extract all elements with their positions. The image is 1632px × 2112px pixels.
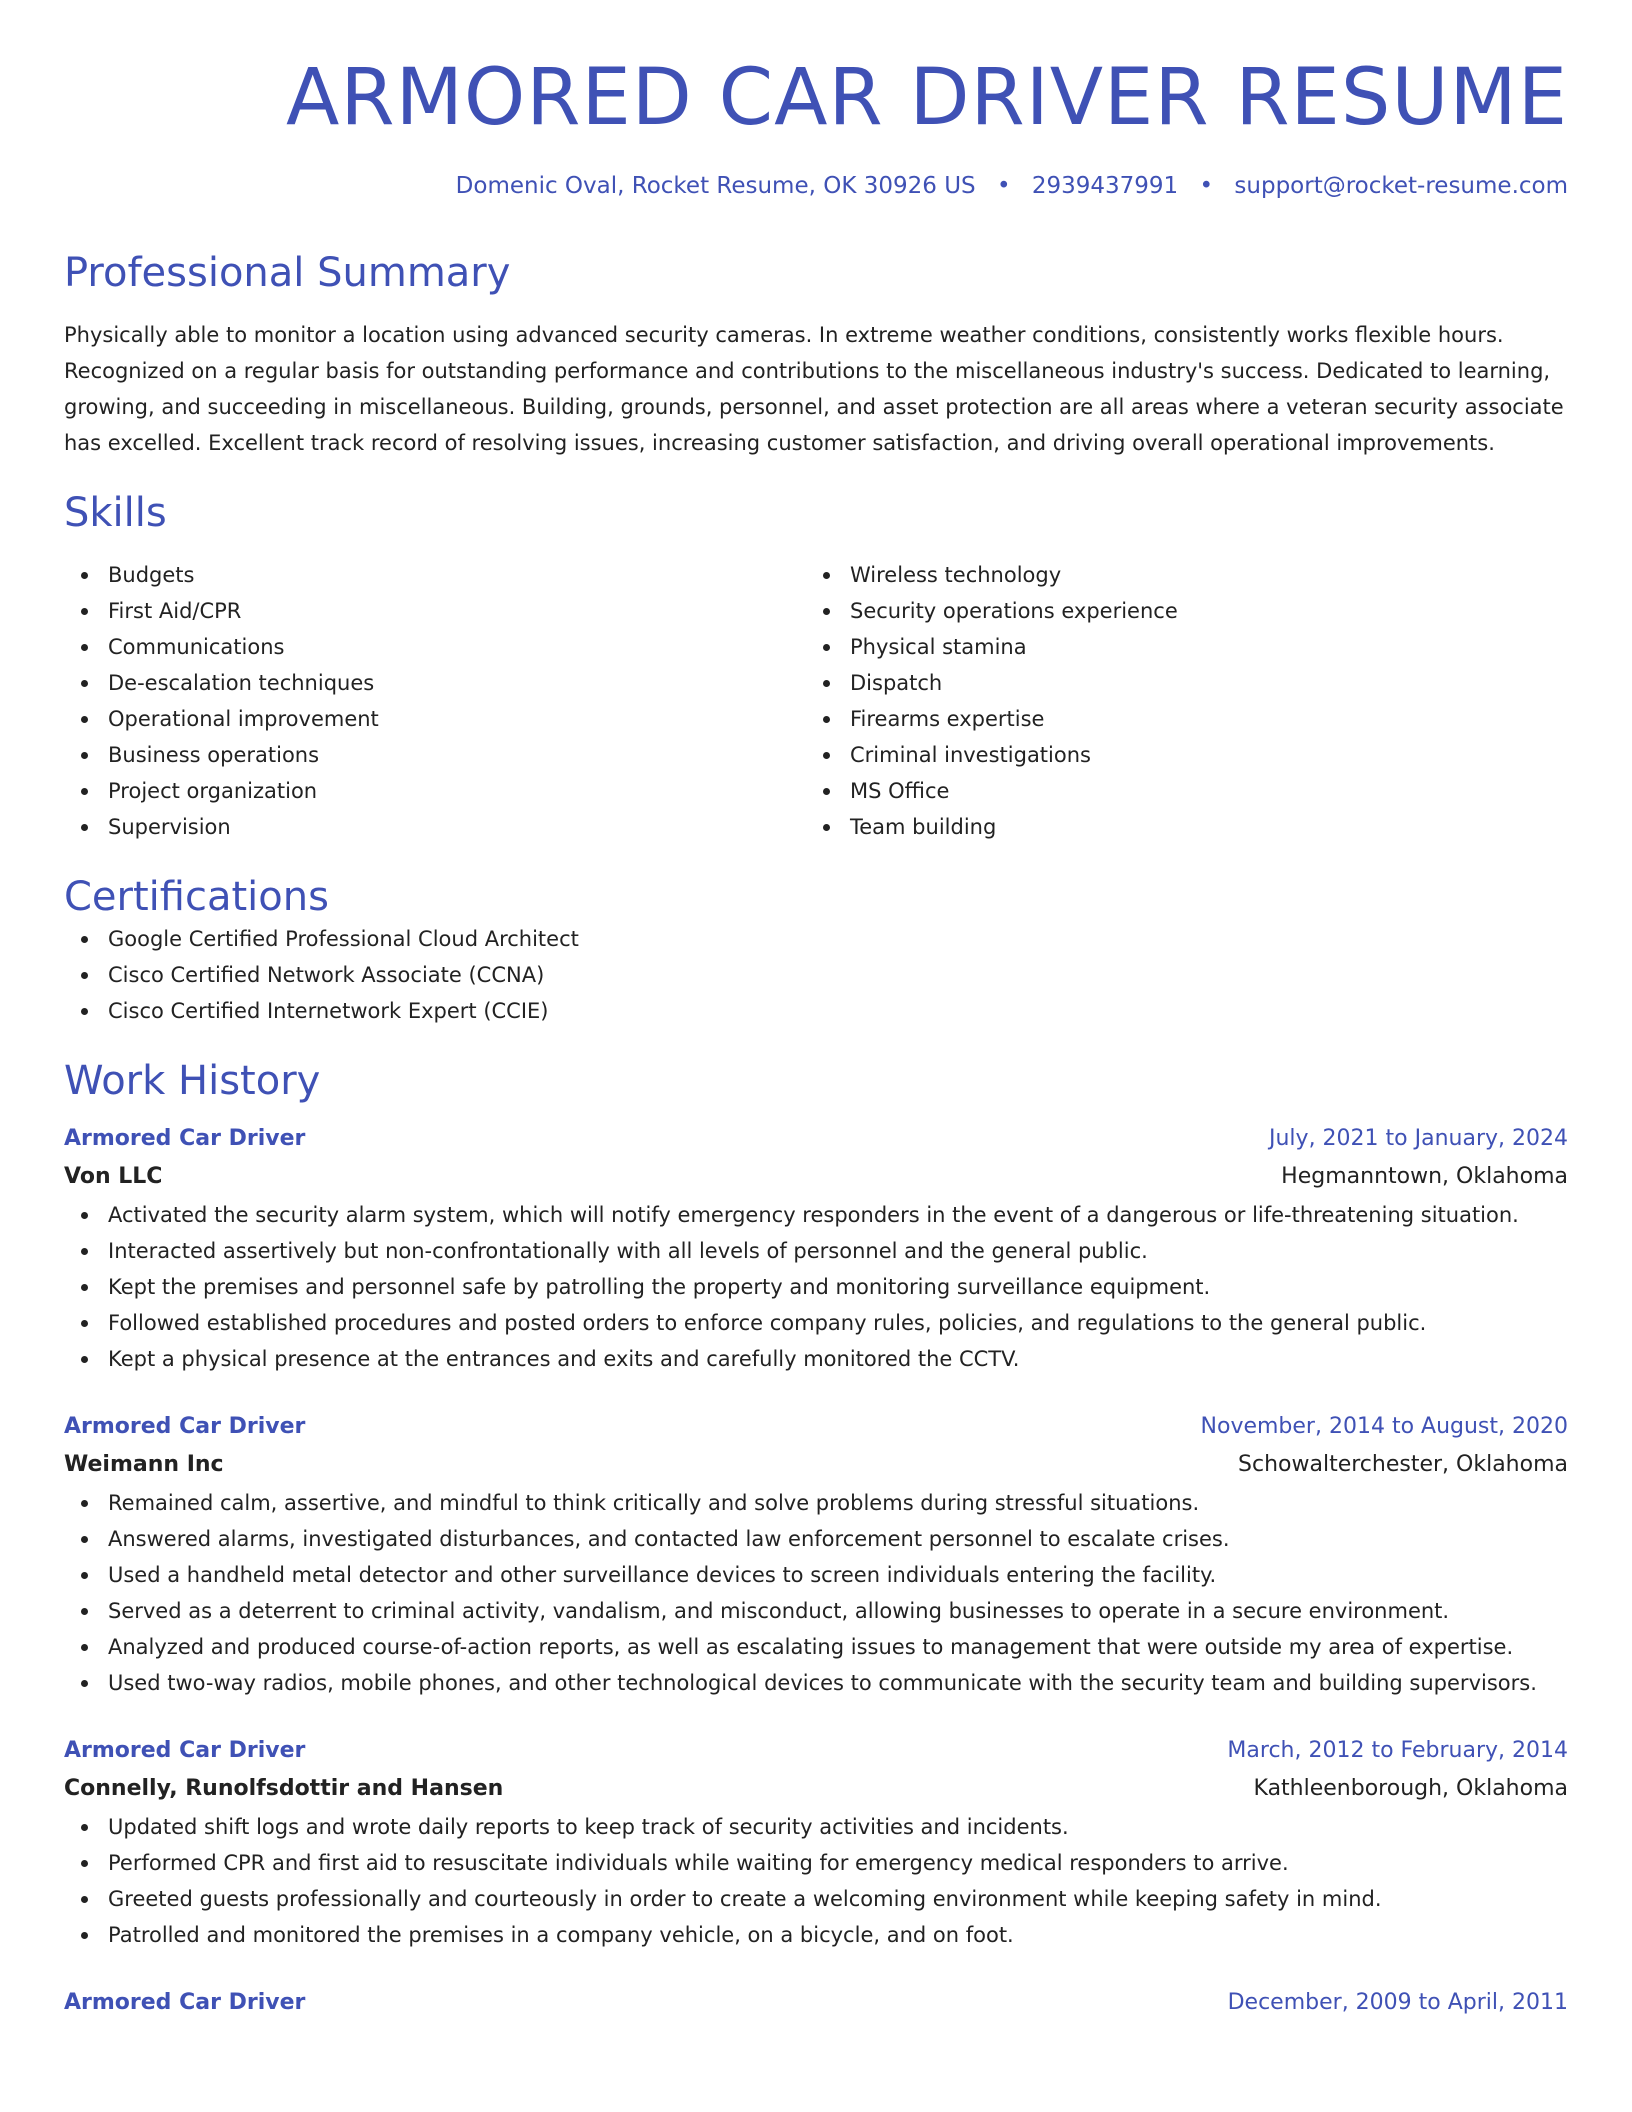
contact-separator: • xyxy=(996,172,1011,199)
job-header-row xyxy=(64,1409,1568,1445)
skill-item: Operational improvement xyxy=(108,701,806,737)
skill-item: Physical stamina xyxy=(850,629,1548,665)
skills-heading: Skills xyxy=(64,490,167,537)
job-bullet: Analyzed and produced course-of-action reports, as well as escalating issues to management that were outside my area of expertise. xyxy=(108,1629,1568,1665)
job-header-row xyxy=(64,1121,1568,1157)
skill-item: Security operations experience xyxy=(850,593,1548,629)
contact-phone: 2939437991 xyxy=(1031,172,1179,199)
job-bullet: Activated the security alarm system, which will notify emergency responders in the event of a dangerous or life-threatening situation. xyxy=(108,1197,1568,1233)
job-bullet: Used a handheld metal detector and other surveillance devices to screen individuals entering the facility. xyxy=(108,1557,1568,1593)
certification-item: Cisco Certified Internetwork Expert (CCIE) xyxy=(108,993,1568,1029)
work-history-heading: Work History xyxy=(64,1058,321,1105)
contact-line xyxy=(64,172,1568,202)
skill-item: Dispatch xyxy=(850,665,1548,701)
skill-item: Firearms expertise xyxy=(850,701,1548,737)
skill-item: Wireless technology xyxy=(850,557,1548,593)
summary-text: Physically able to monitor a location using advanced security cameras. In extreme weather conditions, consistently works flexible hours. Recognized on a regular basis for outstanding performance and contributions to the miscellaneous industry's success. Dedicated to learning, growing, and succeeding in miscellaneous. Building, grounds, personnel, and asset protection are all areas where a veteran security associate has excelled. Excellent track record of resolving issues, increasing customer satisfaction, and driving overall operational improvements. xyxy=(64,323,1564,456)
job-bullet: Remained calm, assertive, and mindful to think critically and solve problems during stressful situations. xyxy=(108,1485,1568,1521)
job-role: Armored Car Driver xyxy=(64,1738,306,1764)
job-bullet: Greeted guests professionally and courteously in order to create a welcoming environment while keeping safety in mind. xyxy=(108,1881,1568,1917)
skill-item: Team building xyxy=(850,809,1548,845)
skill-item: Budgets xyxy=(108,557,806,593)
job-location: Hegmanntown, Oklahoma xyxy=(1281,1164,1568,1190)
job-bullets xyxy=(64,1197,1568,1377)
certification-item: Google Certified Professional Cloud Architect xyxy=(108,921,1568,957)
resume-title: ARMORED CAR DRIVER RESUME xyxy=(286,53,1568,143)
skill-item: Project organization xyxy=(108,773,806,809)
job-bullet: Answered alarms, investigated disturbances, and contacted law enforcement personnel to escalate crises. xyxy=(108,1521,1568,1557)
job-company: Weimann Inc xyxy=(64,1452,224,1478)
skills-column-right xyxy=(806,557,1548,845)
skills-columns xyxy=(64,557,1568,845)
summary-heading: Professional Summary xyxy=(64,250,511,297)
certifications-list xyxy=(64,921,1568,1029)
job-company-row xyxy=(64,1157,1568,1197)
job-header-row xyxy=(64,1985,1568,2021)
job-company-row xyxy=(64,1445,1568,1485)
skill-item: Criminal investigations xyxy=(850,737,1548,773)
skills-list-right xyxy=(806,557,1548,845)
job-location: Schowalterchester, Oklahoma xyxy=(1238,1452,1568,1478)
contact-address: Domenic Oval, Rocket Resume, OK 30926 US xyxy=(455,172,976,199)
job-bullet: Kept the premises and personnel safe by patrolling the property and monitoring surveillance equipment. xyxy=(108,1269,1568,1305)
job-header-row xyxy=(64,1733,1568,1769)
job-entry xyxy=(64,1121,1568,1377)
contact-email: support@rocket-resume.com xyxy=(1234,172,1568,199)
job-bullets xyxy=(64,1485,1568,1701)
job-role: Armored Car Driver xyxy=(64,1414,306,1440)
skill-item: De-escalation techniques xyxy=(108,665,806,701)
job-dates: March, 2012 to February, 2014 xyxy=(1227,1738,1568,1764)
job-bullet: Patrolled and monitored the premises in a company vehicle, on a bicycle, and on foot. xyxy=(108,1917,1568,1953)
job-role: Armored Car Driver xyxy=(64,1126,306,1152)
job-bullet: Used two-way radios, mobile phones, and other technological devices to communicate with the security team and building supervisors. xyxy=(108,1665,1568,1701)
job-bullet: Followed established procedures and posted orders to enforce company rules, policies, and regulations to the general public. xyxy=(108,1305,1568,1341)
skill-item: Supervision xyxy=(108,809,806,845)
job-bullet: Updated shift logs and wrote daily reports to keep track of security activities and incidents. xyxy=(108,1809,1568,1845)
job-dates: November, 2014 to August, 2020 xyxy=(1200,1414,1568,1440)
job-company-row xyxy=(64,1769,1568,1809)
job-role: Armored Car Driver xyxy=(64,1990,306,2016)
job-bullet: Performed CPR and first aid to resuscitate individuals while waiting for emergency medical responders to arrive. xyxy=(108,1845,1568,1881)
skill-item: MS Office xyxy=(850,773,1548,809)
job-dates: December, 2009 to April, 2011 xyxy=(1227,1990,1568,2016)
job-company: Von LLC xyxy=(64,1164,163,1190)
certification-item: Cisco Certified Network Associate (CCNA) xyxy=(108,957,1568,993)
contact-separator: • xyxy=(1199,172,1214,199)
job-bullet: Kept a physical presence at the entrances and exits and carefully monitored the CCTV. xyxy=(108,1341,1568,1377)
job-bullet: Interacted assertively but non-confrontationally with all levels of personnel and the general public. xyxy=(108,1233,1568,1269)
skills-list-left xyxy=(64,557,806,845)
certifications-heading: Certifications xyxy=(64,874,329,921)
job-bullet: Served as a deterrent to criminal activity, vandalism, and misconduct, allowing businesses to operate in a secure environment. xyxy=(108,1593,1568,1629)
skill-item: Business operations xyxy=(108,737,806,773)
job-dates: July, 2021 to January, 2024 xyxy=(1269,1126,1568,1152)
job-entry xyxy=(64,1733,1568,1953)
job-company: Connelly, Runolfsdottir and Hansen xyxy=(64,1776,504,1802)
skill-item: First Aid/CPR xyxy=(108,593,806,629)
skill-item: Communications xyxy=(108,629,806,665)
job-entry xyxy=(64,1985,1568,2021)
job-entry xyxy=(64,1409,1568,1701)
job-bullets xyxy=(64,1809,1568,1953)
job-location: Kathleenborough, Oklahoma xyxy=(1253,1776,1568,1802)
skills-column-left xyxy=(64,557,806,845)
